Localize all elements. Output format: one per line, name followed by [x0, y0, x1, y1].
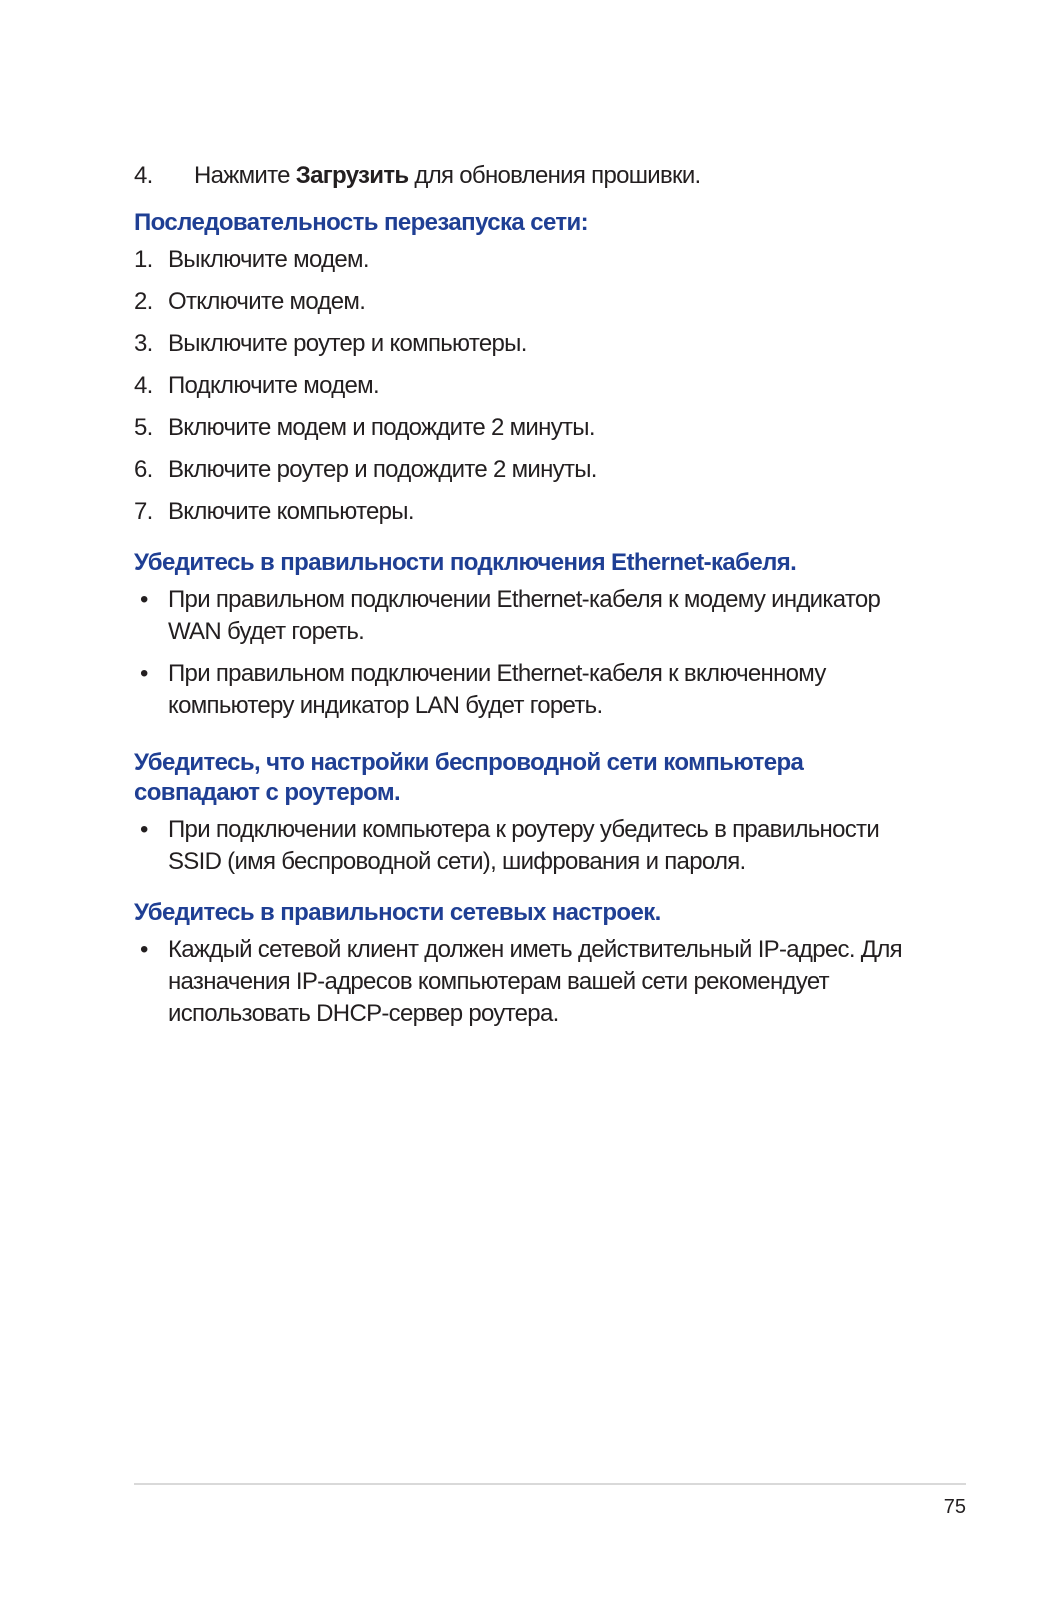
- list-item: • Каждый сетевой клиент должен иметь действительный IP-адрес. Для назначения IP-адресов компьютерам вашей сети рекомендует использовать DHCP-сервер роутера.: [140, 936, 902, 1027]
- upload-label: Загрузить: [295, 162, 409, 189]
- list-item: 6. Включите роутер и подождите 2 минуты.: [134, 456, 597, 483]
- list-item: • При правильном подключении Ethernet-кабеля к включенному компьютеру индикатор LAN будет гореть.: [140, 660, 826, 719]
- restart-steps-list: [134, 242, 934, 530]
- page-content: [134, 158, 934, 1040]
- step-text: Нажмите Загрузить для обновления прошивки.: [194, 162, 701, 189]
- network-bullets: [134, 934, 934, 1030]
- network-settings-heading: Убедитесь в правильности сетевых настроек.: [134, 899, 661, 926]
- list-item: • При правильном подключении Ethernet-кабеля к модему индикатор WAN будет гореть.: [140, 586, 881, 645]
- wireless-bullets: [134, 814, 934, 878]
- upload-step: [134, 158, 934, 194]
- ethernet-bullets: [134, 584, 934, 722]
- wireless-settings-heading: Убедитесь, что настройки беспроводной сети компьютера совпадают с роутером.: [134, 749, 804, 806]
- list-item: 3. Выключите роутер и компьютеры.: [134, 330, 527, 357]
- page-number: 75: [943, 1496, 966, 1518]
- ethernet-check-heading: Убедитесь в правильности подключения Ethernet-кабеля.: [134, 549, 797, 576]
- step-number: 4.: [134, 162, 153, 189]
- list-item: 4. Подключите модем.: [134, 372, 379, 399]
- list-item: 5. Включите модем и подождите 2 минуты.: [134, 414, 595, 441]
- list-item: 1. Выключите модем.: [134, 246, 369, 273]
- list-item: 7. Включите компьютеры.: [134, 498, 414, 525]
- restart-sequence-heading: Последовательность перезапуска сети:: [134, 209, 589, 236]
- footer-divider: [134, 1483, 966, 1485]
- list-item: 2. Отключите модем.: [134, 288, 366, 315]
- list-item: • При подключении компьютера к роутеру убедитесь в правильности SSID (имя беспроводной сети), шифрования и пароля.: [140, 816, 880, 875]
